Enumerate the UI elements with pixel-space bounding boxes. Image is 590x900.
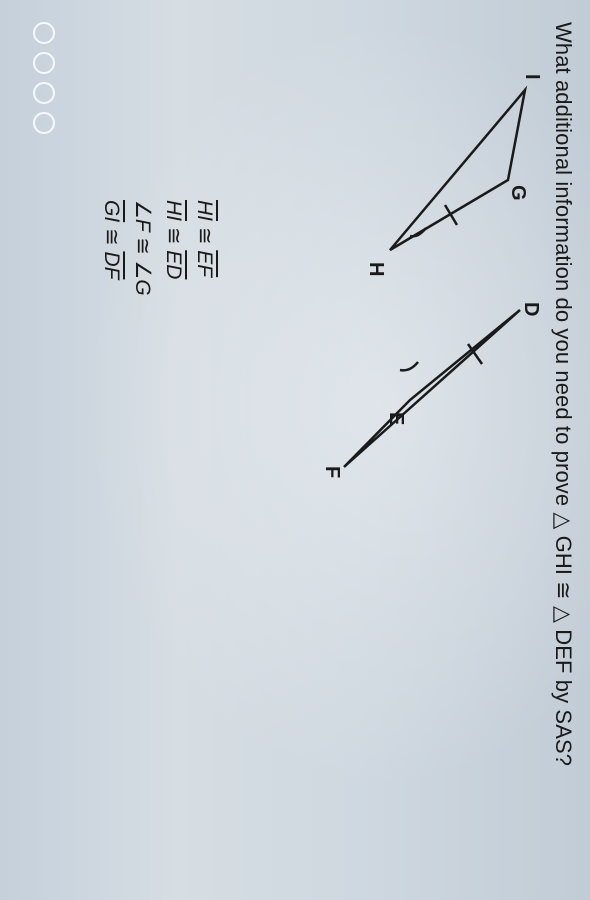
triangle-def <box>321 302 542 478</box>
congruent-symbol: ≅ <box>193 221 216 251</box>
triangles-figure <box>321 70 543 490</box>
vertex-label-d: D <box>520 302 542 317</box>
triangle-ghi-outline <box>390 90 525 250</box>
segment-label: $\overline{ED}$ <box>162 250 185 280</box>
answer-choice-3[interactable] <box>127 200 158 296</box>
congruent-symbol: ≅ <box>100 222 123 252</box>
answer-choices <box>96 200 220 296</box>
vertex-label-g: G <box>507 185 529 201</box>
vertex-label-h: H <box>365 262 387 277</box>
segment-label: $\overline{HI}$ <box>193 200 216 221</box>
congruent-symbol: ≅ <box>162 221 185 251</box>
triangle-ghi <box>365 74 543 276</box>
vertex-label-e: E <box>385 412 407 426</box>
progress-dots <box>33 22 55 134</box>
answer-choice-2[interactable] <box>158 200 189 296</box>
question-text: What additional information do you need to prove △ GHI ≅ △ DEF by SAS? <box>551 22 576 767</box>
angle-statement: ∠F ≅ ∠G <box>131 200 154 296</box>
vertex-label-i: I <box>521 74 543 80</box>
progress-dot[interactable] <box>33 112 55 134</box>
segment-label: $\overline{GI}$ <box>100 200 123 223</box>
angle-arc-e <box>400 362 418 370</box>
segment-label: $\overline{EF}$ <box>193 250 216 278</box>
answer-choice-1[interactable] <box>189 200 220 296</box>
segment-label: $\overline{HI}$ <box>162 200 185 221</box>
segment-label: $\overline{DF}$ <box>100 251 123 280</box>
progress-dot[interactable] <box>33 82 55 104</box>
progress-dot[interactable] <box>33 22 55 44</box>
vertex-label-f: F <box>321 466 343 479</box>
triangle-def-outline <box>344 310 520 467</box>
progress-dot[interactable] <box>33 52 55 74</box>
answer-choice-4[interactable] <box>96 200 127 296</box>
